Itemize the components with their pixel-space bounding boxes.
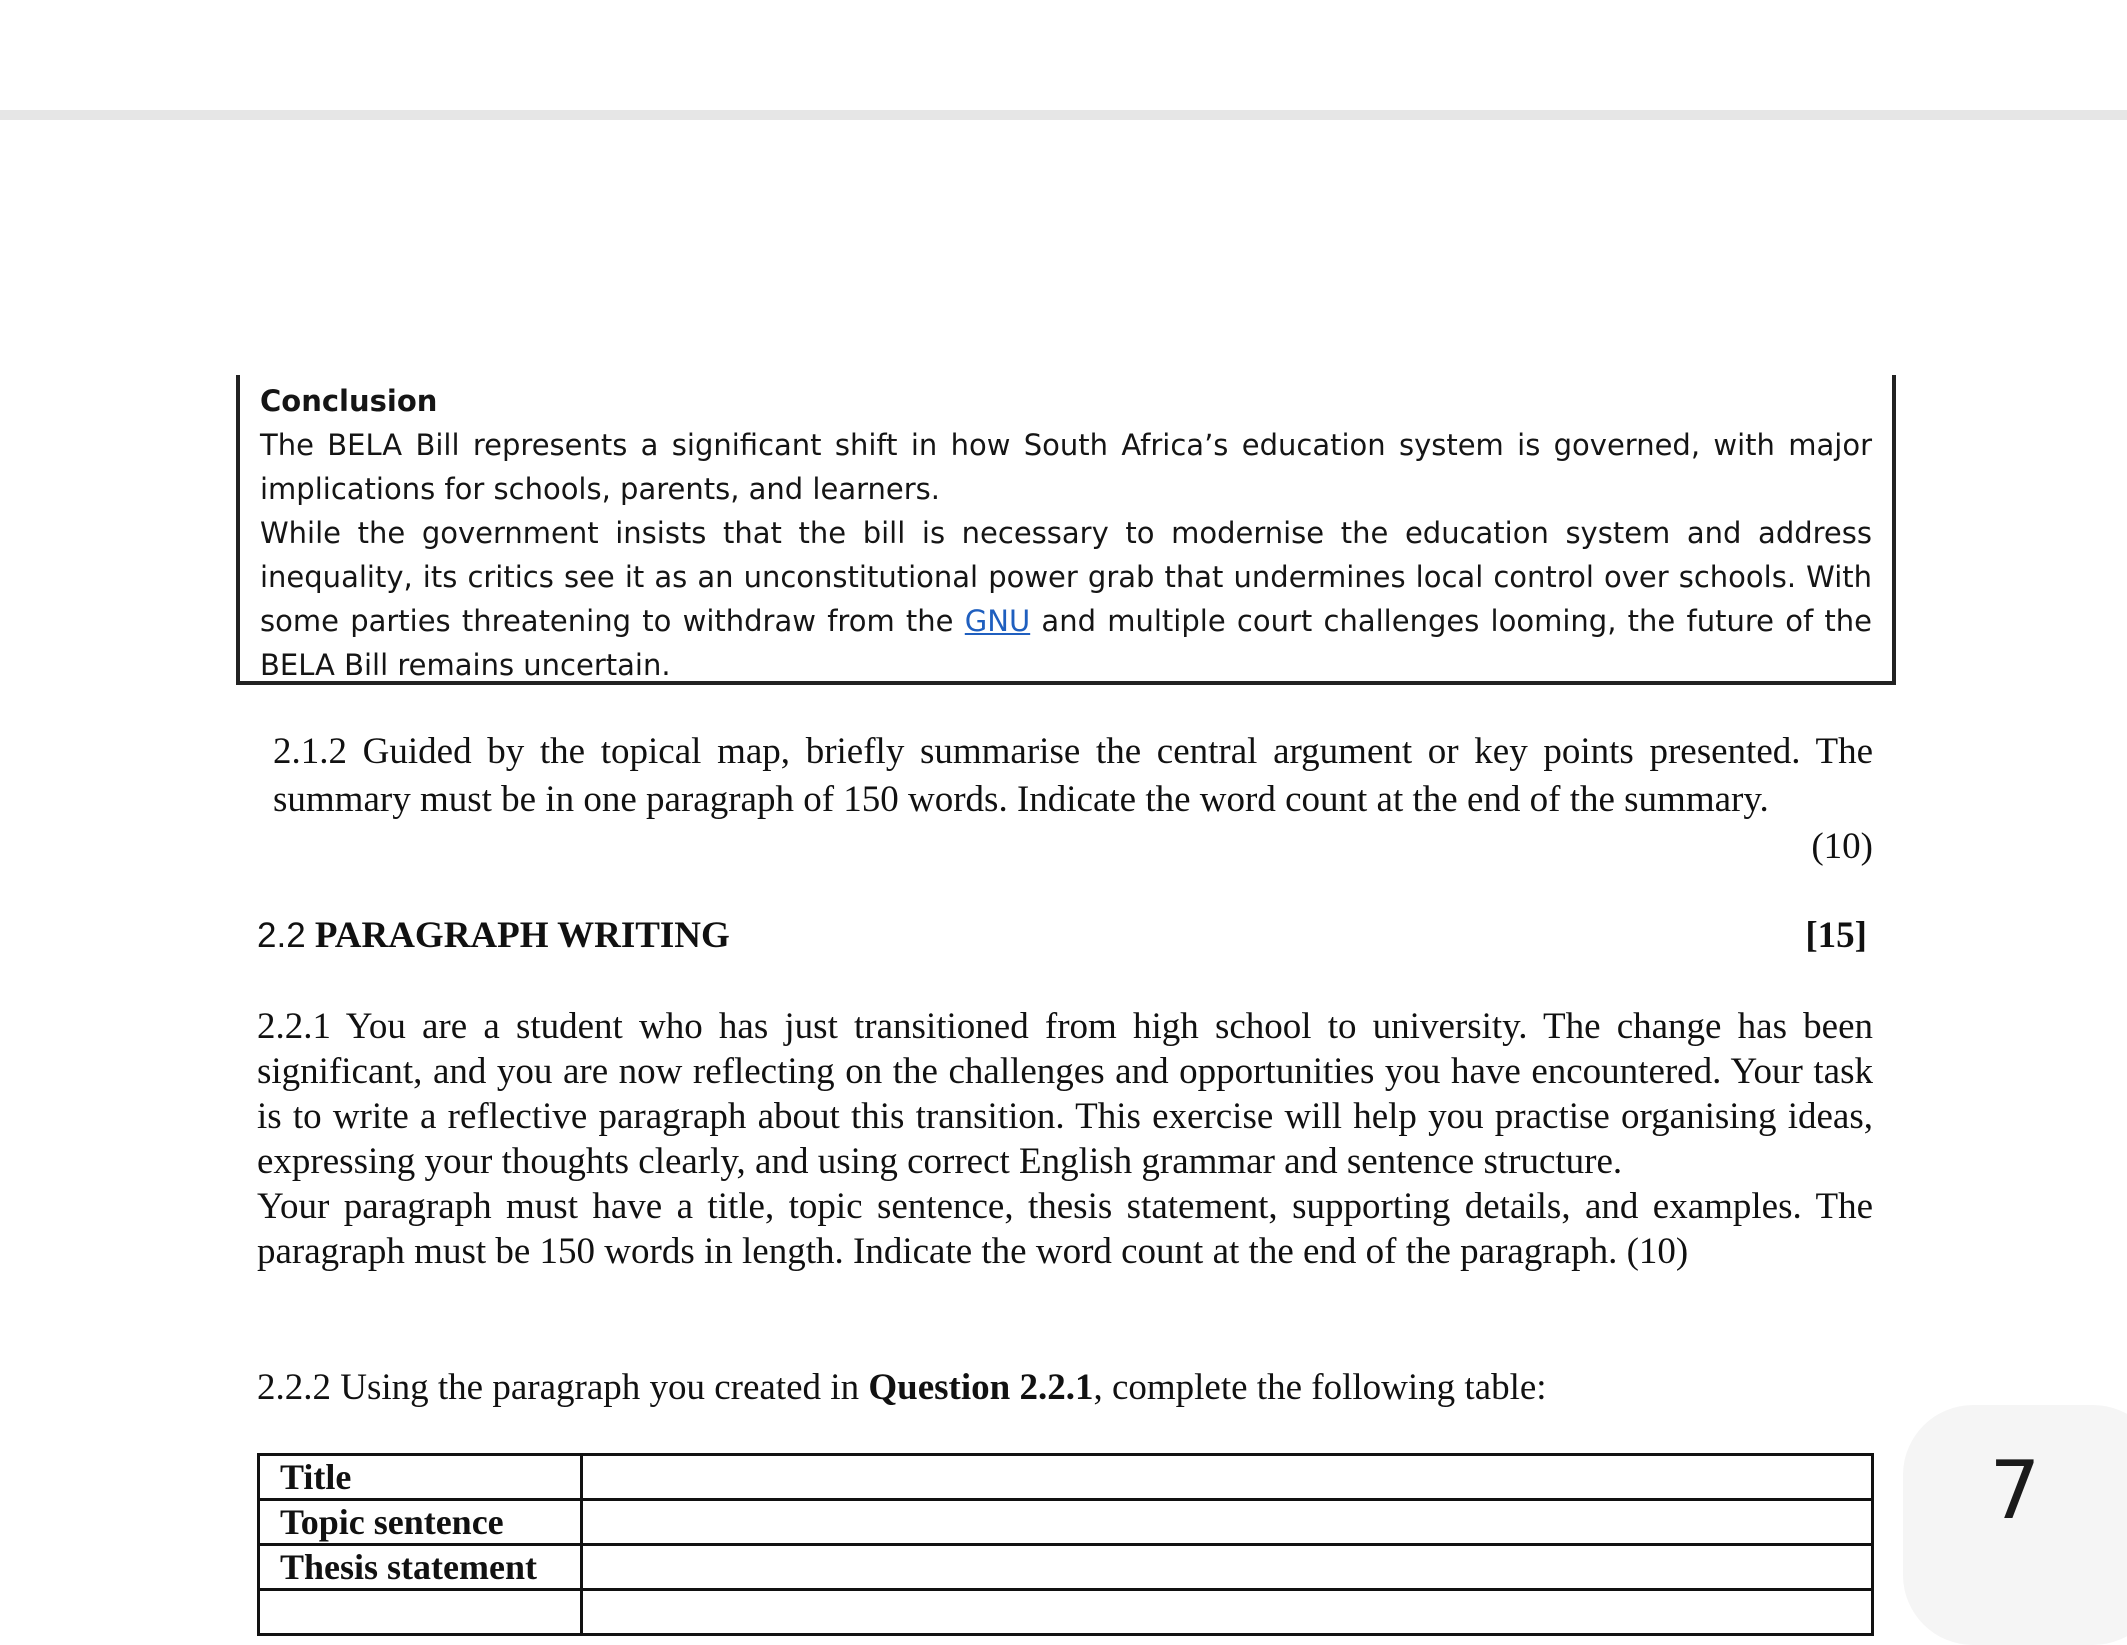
question-2-1-2-mark: (10) bbox=[1811, 826, 1873, 867]
table-row-label: Title bbox=[259, 1455, 582, 1500]
conclusion-paragraph-1: The BELA Bill represents a significant shift in how South Africa’s education system is governed, with major implications for schools, parents, and learners. bbox=[260, 428, 1872, 506]
section-title: PARAGRAPH WRITING bbox=[314, 915, 730, 956]
question-2-2-1-paragraph-2: Your paragraph must have a title, topic sentence, thesis statement, supporting details, and examples. The paragraph must be 150 words in length. Indicate the word count at the end of the paragraph. (10) bbox=[257, 1186, 1873, 1272]
table-row bbox=[259, 1455, 1873, 1500]
section-2-2-heading bbox=[257, 912, 1867, 960]
table-row bbox=[259, 1590, 1873, 1635]
question-2-2-2-suffix: , complete the following table: bbox=[1093, 1367, 1547, 1408]
conclusion-paragraph-2-end: and multiple court challenges looming, the future of the BELA Bill remains uncertain. bbox=[260, 604, 1872, 682]
conclusion-box bbox=[236, 375, 1896, 685]
conclusion-paragraph-2 bbox=[260, 511, 1872, 687]
question-2-2-2-prefix: 2.2.2 Using the paragraph you created in bbox=[257, 1367, 869, 1408]
paragraph-table bbox=[257, 1453, 1874, 1636]
table-answer-cell[interactable] bbox=[582, 1455, 1873, 1500]
conclusion-paragraph-2-start: While the government insists that the bill is necessary to modernise the education system and address inequality, its critics see it as an unconstitutional power grab that undermines local control over schools. With some parties threatening to withdraw from the bbox=[260, 516, 1872, 638]
question-2-2-1-paragraph-1: 2.2.1 You are a student who has just transitioned from high school to university. The change has been significant, and you are now reflecting on the challenges and opportunities you have encountered. Your task is to write a reflective paragraph about this transition. This exercise will help you practise organising ideas, expressing your thoughts clearly, and using correct English grammar and sentence structure. bbox=[257, 1006, 1873, 1182]
table-row bbox=[259, 1545, 1873, 1590]
conclusion-heading: Conclusion bbox=[260, 384, 438, 418]
table-answer-cell[interactable] bbox=[582, 1545, 1873, 1590]
question-2-1-2-text: 2.1.2 Guided by the topical map, briefly summarise the central argument or key points presented. The summary must be in one paragraph of 150 words. Indicate the word count at the end of the summary. bbox=[273, 731, 1873, 820]
table-row bbox=[259, 1500, 1873, 1545]
table-answer-cell[interactable] bbox=[582, 1590, 1873, 1635]
question-2-1-2 bbox=[273, 728, 1873, 870]
top-divider bbox=[0, 110, 2127, 120]
question-2-2-2-reference: Question 2.2.1 bbox=[868, 1367, 1094, 1408]
table-answer-cell[interactable] bbox=[582, 1500, 1873, 1545]
table-row-label: Topic sentence bbox=[259, 1500, 582, 1545]
section-total-marks: [15] bbox=[1805, 915, 1867, 956]
table-row-label: Thesis statement bbox=[259, 1545, 582, 1590]
page-number: 7 bbox=[1989, 1444, 2041, 1537]
gnu-link[interactable]: GNU bbox=[964, 604, 1031, 638]
question-2-2-1 bbox=[257, 1004, 1873, 1274]
question-2-2-2 bbox=[257, 1364, 1873, 1412]
table-row-label-partial bbox=[259, 1590, 582, 1635]
section-number: 2.2 bbox=[257, 916, 306, 955]
